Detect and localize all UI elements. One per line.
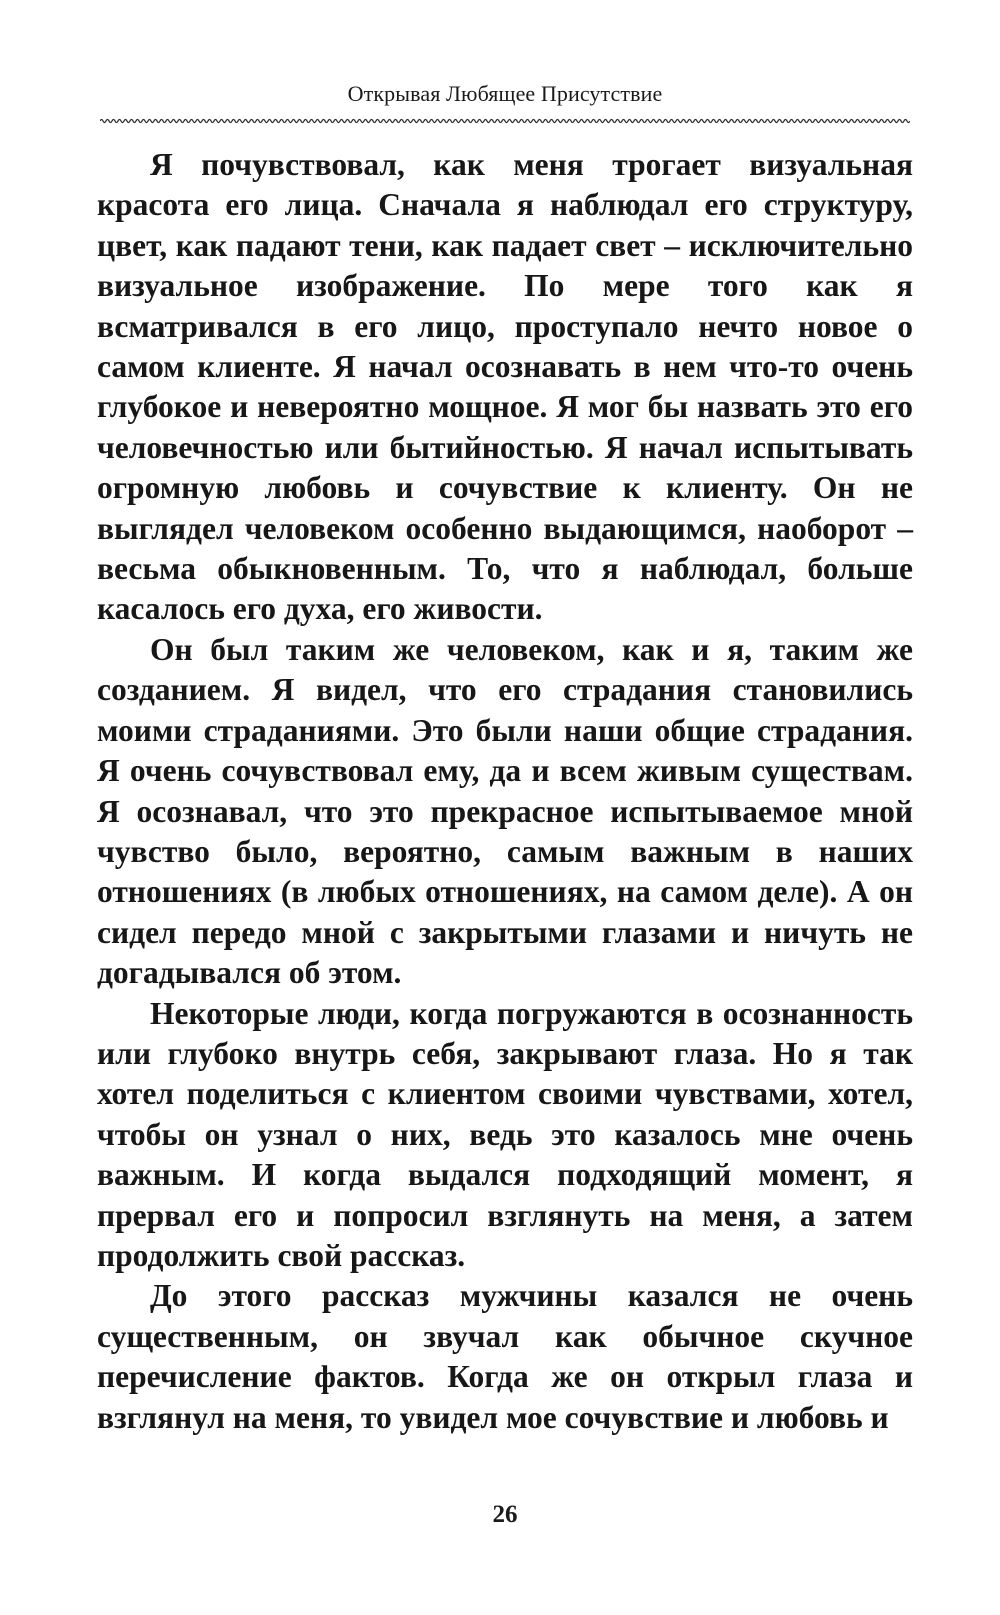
wavy-divider [100, 115, 910, 127]
body-text [97, 145, 913, 1438]
running-title: Открывая Любящее Присутствие [347, 81, 663, 106]
paragraph-2: Он был таким же человеком, как и я, таким же созданием. Я видел, что его страдания становились моими страданиями. Это были наши общие страдания. Я очень сочувствовал ему, да и всем живым существам. Я осознавал, что это прекрасное испытываемое мной чувство было, вероятно, самым важным в наших отношениях (в любых отношениях, на самом деле). А он сидел передо мной с закрытыми глазами и ничуть не догадывался об этом. [97, 631, 913, 991]
page-number: 26 [492, 1501, 518, 1528]
paragraph-4: До этого рассказ мужчины казался не очень существенным, он звучал как обычное скучное перечисление фактов. Когда же он открыл глаза и взглянул на меня, то увидел мое сочувствие и любовь и [97, 1278, 913, 1435]
paragraph-3: Некоторые люди, когда погружаются в осознанность или глубоко внутрь себя, закрывают глаза. Но я так хотел поделиться с клиентом своими чувствами, хотел, чтобы он узнал о них, ведь это казалось мне очень важным. И когда выдался подходящий момент, я прервал его и попросил взглянуть на меня, а затем продолжить свой рассказ. [97, 995, 913, 1273]
paragraph-1: Я почувствовал, как меня трогает визуальная красота его лица. Сначала я наблюдал его структуру, цвет, как падают тени, как падает свет – исключительно визуальное изображение. По мере того как я всматривался в его лицо, проступало нечто новое о самом клиенте. Я начал осознавать в нем что-то очень глубокое и невероятно мощное. Я мог бы назвать это его человечностью или бытийностью. Я начал испытывать огромную любовь и сочувствие к клиенту. Он не выглядел человеком особенно выдающимся, наоборот – весьма обыкновенным. То, что я наблюдал, больше касалось его духа, его живости. [97, 147, 913, 627]
